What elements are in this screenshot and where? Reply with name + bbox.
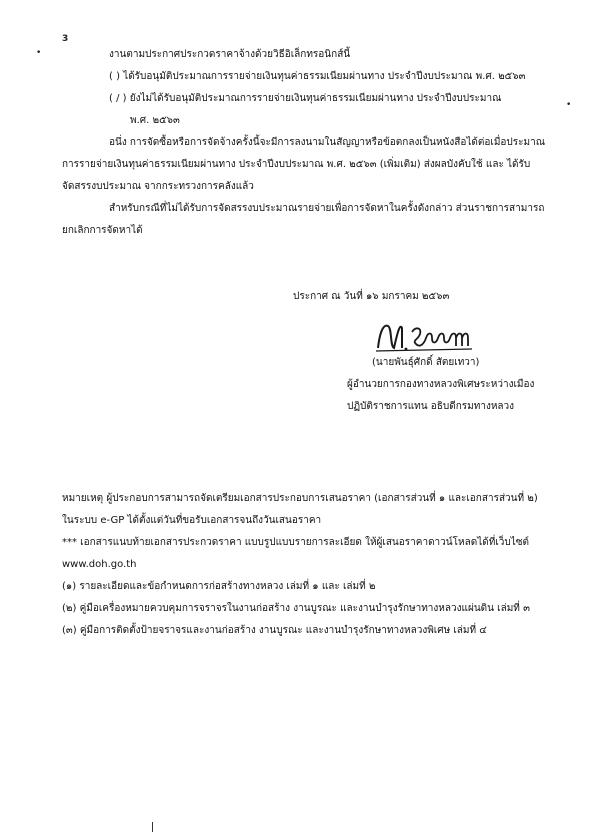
document-item-3: (๓) คู่มือการติดตั้งป้ายจราจรและงานก่อสร้าง งานบูรณะ และงานบำรุงรักษาทางหลวงพิเศษ เล่มที่ ๔ — [62, 625, 487, 636]
option-not-approved: ( / ) ยังไม่ได้รับอนุมัติประมาณการรายจ่ายเงินทุนค่าธรรมเนียมผ่านทาง ประจำปีงบประมาณ — [109, 93, 502, 104]
document-item-1: (๑) รายละเอียดและข้อกำหนดการก่อสร้างทางหลวง เล่มที่ ๑ และ เล่มที่ ๒ — [62, 581, 376, 592]
remark-line-3: *** เอกสารแนบท้ายเอกสารประกวดราคา แบบรูปแบบรายการละเอียด ให้ผู้เสนอราคาดาวน์โหลดได้ที่เว็บไซต์ — [62, 537, 530, 548]
margin-dot: • — [36, 48, 42, 58]
signer-acting-for: ปฏิบัติราชการแทน อธิบดีกรมทางหลวง — [347, 401, 515, 412]
signer-name: (นายพันธุ์ศักดิ์ สัตยเทวา) — [372, 357, 480, 368]
website-url: www.doh.go.th — [62, 559, 137, 570]
signer-position: ผู้อำนวยการกองทางหลวงพิเศษระหว่างเมือง — [347, 379, 535, 390]
margin-dot-right: • — [566, 100, 572, 110]
remark-line-1: หมายเหตุ ผู้ประกอบการสามารถจัดเตรียมเอกสารประกอบการเสนอราคา (เอกสารส่วนที่ ๑ และเอกสารส่วนที่ ๒) — [62, 493, 538, 504]
option-approved: ( ) ได้รับอนุมัติประมาณการรายจ่ายเงินทุนค่าธรรมเนียมผ่านทาง ประจำปีงบประมาณ พ.ศ. ๒๕๖๓ — [109, 71, 526, 82]
corner-mark: 3 — [62, 34, 69, 44]
announcement-date: ประกาศ ณ วันที่ ๑๖ มกราคม ๒๕๖๓ — [293, 291, 450, 302]
document-item-2: (๒) คู่มือเครื่องหมายควบคุมการจราจรในงานก่อสร้าง งานบูรณะ และงานบำรุงรักษาทางหลวงแผ่นดิน เล่มที่ ๓ — [62, 603, 530, 614]
paragraph-2-line-2: ยกเลิกการจัดหาได้ — [62, 225, 143, 236]
paragraph-2-line-1: สำหรับกรณีที่ไม่ได้รับการจัดสรรงบประมาณรายจ่ายเพื่อการจัดหาในครั้งดังกล่าว ส่วนราชการสามารถ — [109, 203, 545, 214]
option-not-approved-year: พ.ศ. ๒๕๖๓ — [130, 115, 180, 126]
paragraph-1-line-2: การรายจ่ายเงินทุนค่าธรรมเนียมผ่านทาง ประจำปีงบประมาณ พ.ศ. ๒๕๖๓ (เพิ่มเติม) ส่งผลบังคับใช้ และ ได้รับ — [62, 159, 531, 170]
paragraph-1-line-1: อนึ่ง การจัดซื้อหรือการจัดจ้างครั้งนี้จะมีการลงนามในสัญญาหรือข้อตกลงเป็นหนังสือได้ต่อเมื่อประมาณ — [109, 137, 545, 148]
remark-line-2: ในระบบ e-GP ได้ตั้งแต่วันที่ขอรับเอกสารจนถึงวันเสนอราคา — [62, 515, 322, 526]
intro-line: งานตามประกาศประกวดราคาจ้างด้วยวิธีอิเล็กทรอนิกส์นี้ — [109, 49, 351, 60]
handwritten-signature — [372, 318, 482, 354]
paragraph-1-line-3: จัดสรรงบประมาณ จากกระทรวงการคลังแล้ว — [62, 181, 254, 192]
scan-mark — [152, 822, 153, 832]
